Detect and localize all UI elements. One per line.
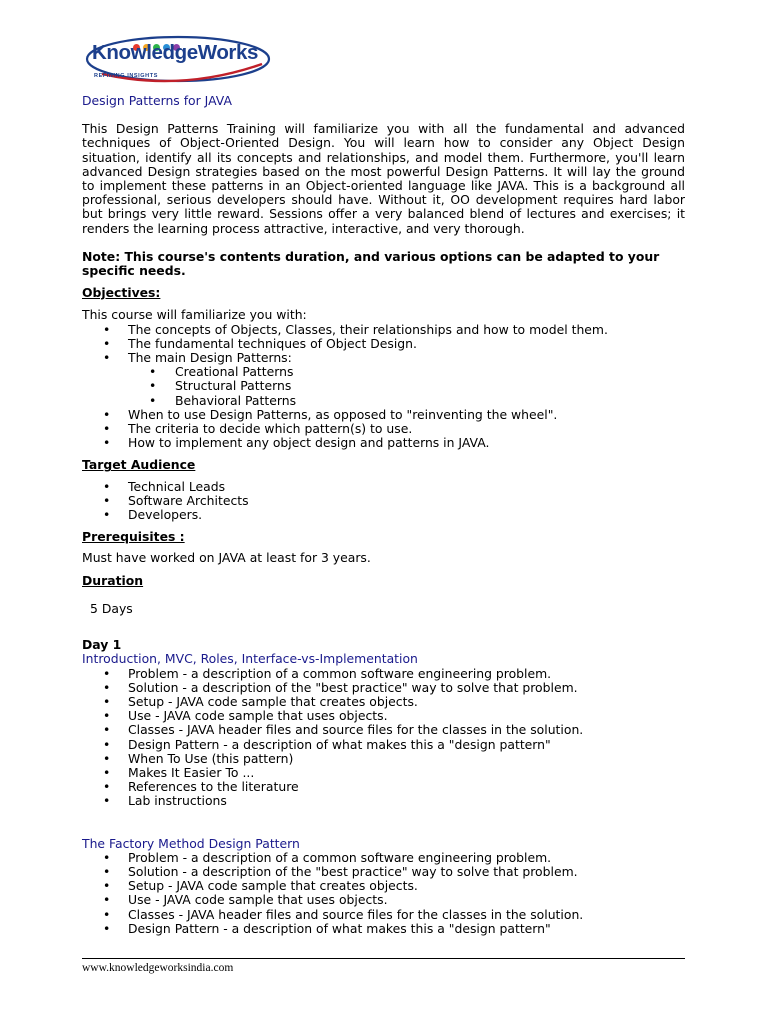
prerequisites-text: Must have worked on JAVA at least for 3 years. (82, 550, 371, 566)
list-item: • The concepts of Objects, Classes, their relationships and how to model them. (82, 323, 685, 337)
objectives-lead: This course will familiarize you with: (82, 307, 307, 323)
logo-wordmark: KnowledgeWorks (92, 41, 259, 64)
factory-method-topic-list (82, 851, 685, 936)
list-item: • Problem - a description of a common software engineering problem. (82, 851, 685, 865)
list-item: • When to use Design Patterns, as opposed to "reinventing the wheel". (82, 408, 685, 422)
document-body (82, 94, 685, 936)
list-item: • The criteria to decide which pattern(s) to use. (82, 422, 685, 436)
footer-url: www.knowledgeworksindia.com (82, 962, 234, 974)
section-title-introduction: Introduction, MVC, Roles, Interface-vs-Implementation (82, 651, 418, 667)
knowledgeworks-logo (82, 30, 272, 88)
list-item: • Behavioral Patterns (82, 394, 685, 408)
list-item: • Solution - a description of the "best practice" way to solve that problem. (82, 865, 685, 879)
objectives-list-continued (82, 408, 685, 451)
objectives-heading: Objectives: (82, 285, 161, 301)
list-item: • Setup - JAVA code sample that creates objects. (82, 695, 685, 709)
footer-divider (82, 958, 685, 959)
list-item: • Lab instructions (82, 794, 685, 808)
list-item: • Solution - a description of the "best practice" way to solve that problem. (82, 681, 685, 695)
duration-text: 5 Days (90, 600, 133, 616)
day1-heading: Day 1 (82, 637, 122, 653)
design-patterns-sublist (82, 365, 685, 408)
list-item: • Developers. (82, 508, 685, 522)
list-item: • Software Architects (82, 494, 685, 508)
list-item: • Use - JAVA code sample that uses objects. (82, 893, 685, 907)
list-item: • Problem - a description of a common software engineering problem. (82, 667, 685, 681)
list-item: • Makes It Easier To ... (82, 766, 685, 780)
section-title-factory-method: The Factory Method Design Pattern (82, 835, 300, 851)
audience-list (82, 480, 685, 523)
audience-heading: Target Audience (82, 457, 196, 473)
list-item: • Design Pattern - a description of what makes this a "design pattern" (82, 922, 685, 936)
list-item: • Classes - JAVA header files and source files for the classes in the solution. (82, 908, 685, 922)
logo-tagline: REFINING INSIGHTS (94, 73, 158, 79)
list-item: • Technical Leads (82, 480, 685, 494)
list-item: • Setup - JAVA code sample that creates objects. (82, 879, 685, 893)
list-item: • How to implement any object design and patterns in JAVA. (82, 436, 685, 450)
note-paragraph: Note: This course's contents duration, and various options can be adapted to your specific needs. (82, 248, 660, 279)
prerequisites-heading: Prerequisites : (82, 529, 185, 545)
page-title: Design Patterns for JAVA (82, 93, 232, 108)
list-item: • The main Design Patterns: (82, 351, 685, 365)
list-item: • Classes - JAVA header files and source files for the classes in the solution. (82, 723, 685, 737)
list-item: • Creational Patterns (82, 365, 685, 379)
intro-paragraph: This Design Patterns Training will familiarize you with all the fundamental and advanced techniques of Object-Oriented Design. You will learn how to consider any Object Design situation, identify all its concepts and relationships, and model them. Furthermore, you'll learn advanced Design strategies based on the most powerful Design Patterns. It will lay the ground to implement these patterns in an Object-oriented language like JAVA. This is a background all professional, serious developers should have. Without it, OO development requires hard labor but brings very little reward. Sessions offer a very balanced blend of lectures and exercises; it renders the learning process attractive, interactive, and very thorough. (82, 121, 685, 236)
duration-heading: Duration (82, 572, 144, 588)
list-item: • Use - JAVA code sample that uses objects. (82, 709, 685, 723)
list-item: • References to the literature (82, 780, 685, 794)
list-item: • The fundamental techniques of Object Design. (82, 337, 685, 351)
introduction-topic-list (82, 667, 685, 809)
list-item: • Design Pattern - a description of what makes this a "design pattern" (82, 738, 685, 752)
objectives-list (82, 323, 685, 366)
list-item: • When To Use (this pattern) (82, 752, 685, 766)
list-item: • Structural Patterns (82, 379, 685, 393)
